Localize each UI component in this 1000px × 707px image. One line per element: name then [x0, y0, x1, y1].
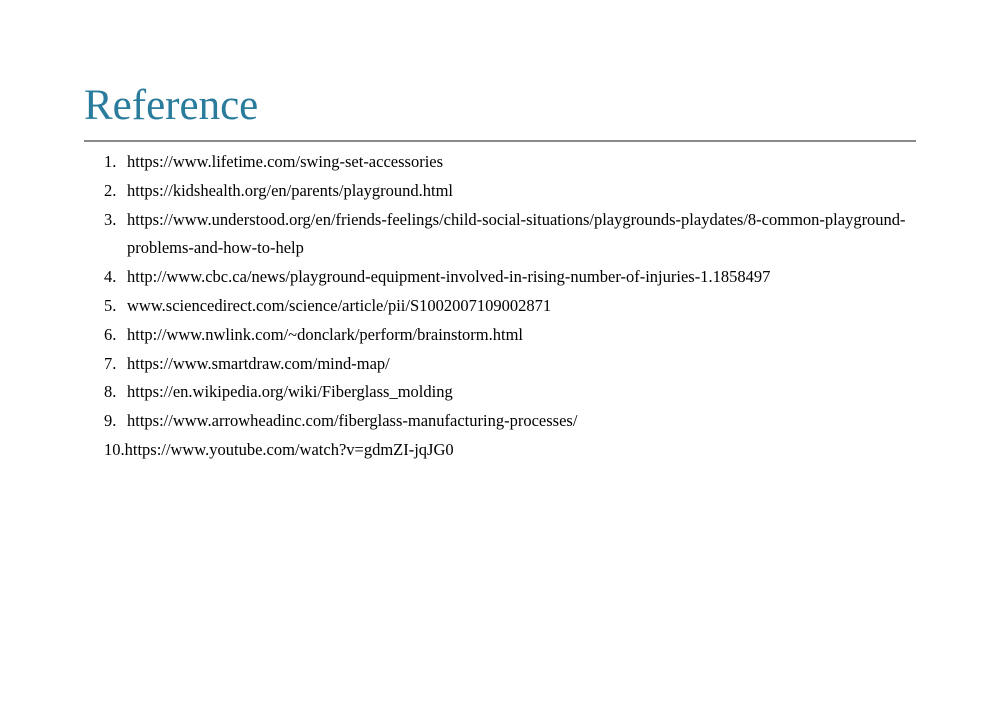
page-title: Reference — [84, 82, 259, 129]
reference-url: https://www.smartdraw.com/mind-map/ — [127, 353, 390, 373]
reference-number: 6. — [104, 324, 117, 344]
reference-number: 2. — [104, 180, 117, 200]
list-item — [104, 263, 916, 292]
reference-url: https://www.arrowheadinc.com/fiberglass-manufacturing-processes/ — [127, 411, 578, 431]
reference-url: www.sciencedirect.com/science/article/pii/S1002007109002871 — [127, 295, 552, 315]
reference-number: 5. — [104, 295, 117, 315]
list-item — [104, 321, 916, 350]
reference-url: https://www.youtube.com/watch?v=gdmZI-jqJG0 — [124, 439, 454, 459]
reference-number: 9. — [104, 411, 117, 431]
reference-url: http://www.cbc.ca/news/playground-equipment-involved-in-rising-number-of-injuries-1.1858497 — [127, 267, 771, 287]
list-item — [104, 292, 916, 321]
reference-number: 1. — [104, 152, 117, 171]
list-item — [104, 378, 916, 407]
list-item — [104, 407, 916, 436]
reference-url: http://www.nwlink.com/~donclark/perform/brainstorm.html — [127, 324, 523, 344]
reference-number: 8. — [104, 382, 117, 402]
reference-number: 4. — [104, 267, 117, 287]
list-item — [104, 177, 916, 206]
list-item — [104, 206, 916, 264]
reference-number: 10. — [104, 439, 125, 459]
list-item — [104, 148, 916, 177]
list-item — [104, 436, 916, 465]
title-divider — [84, 140, 916, 142]
reference-url: https://kidshealth.org/en/parents/playground.html — [127, 180, 453, 200]
reference-url: https://en.wikipedia.org/wiki/Fiberglass_molding — [127, 382, 453, 402]
reference-url: https://www.lifetime.com/swing-set-accessories — [127, 152, 444, 171]
reference-number: 7. — [104, 353, 117, 373]
reference-list — [104, 148, 916, 465]
list-item — [104, 350, 916, 379]
reference-number: 3. — [104, 209, 117, 229]
reference-url: https://www.understood.org/en/friends-feelings/child-social-situations/playgrounds-playdates/8-common-playground-problems-and-how-to-help — [127, 209, 906, 258]
